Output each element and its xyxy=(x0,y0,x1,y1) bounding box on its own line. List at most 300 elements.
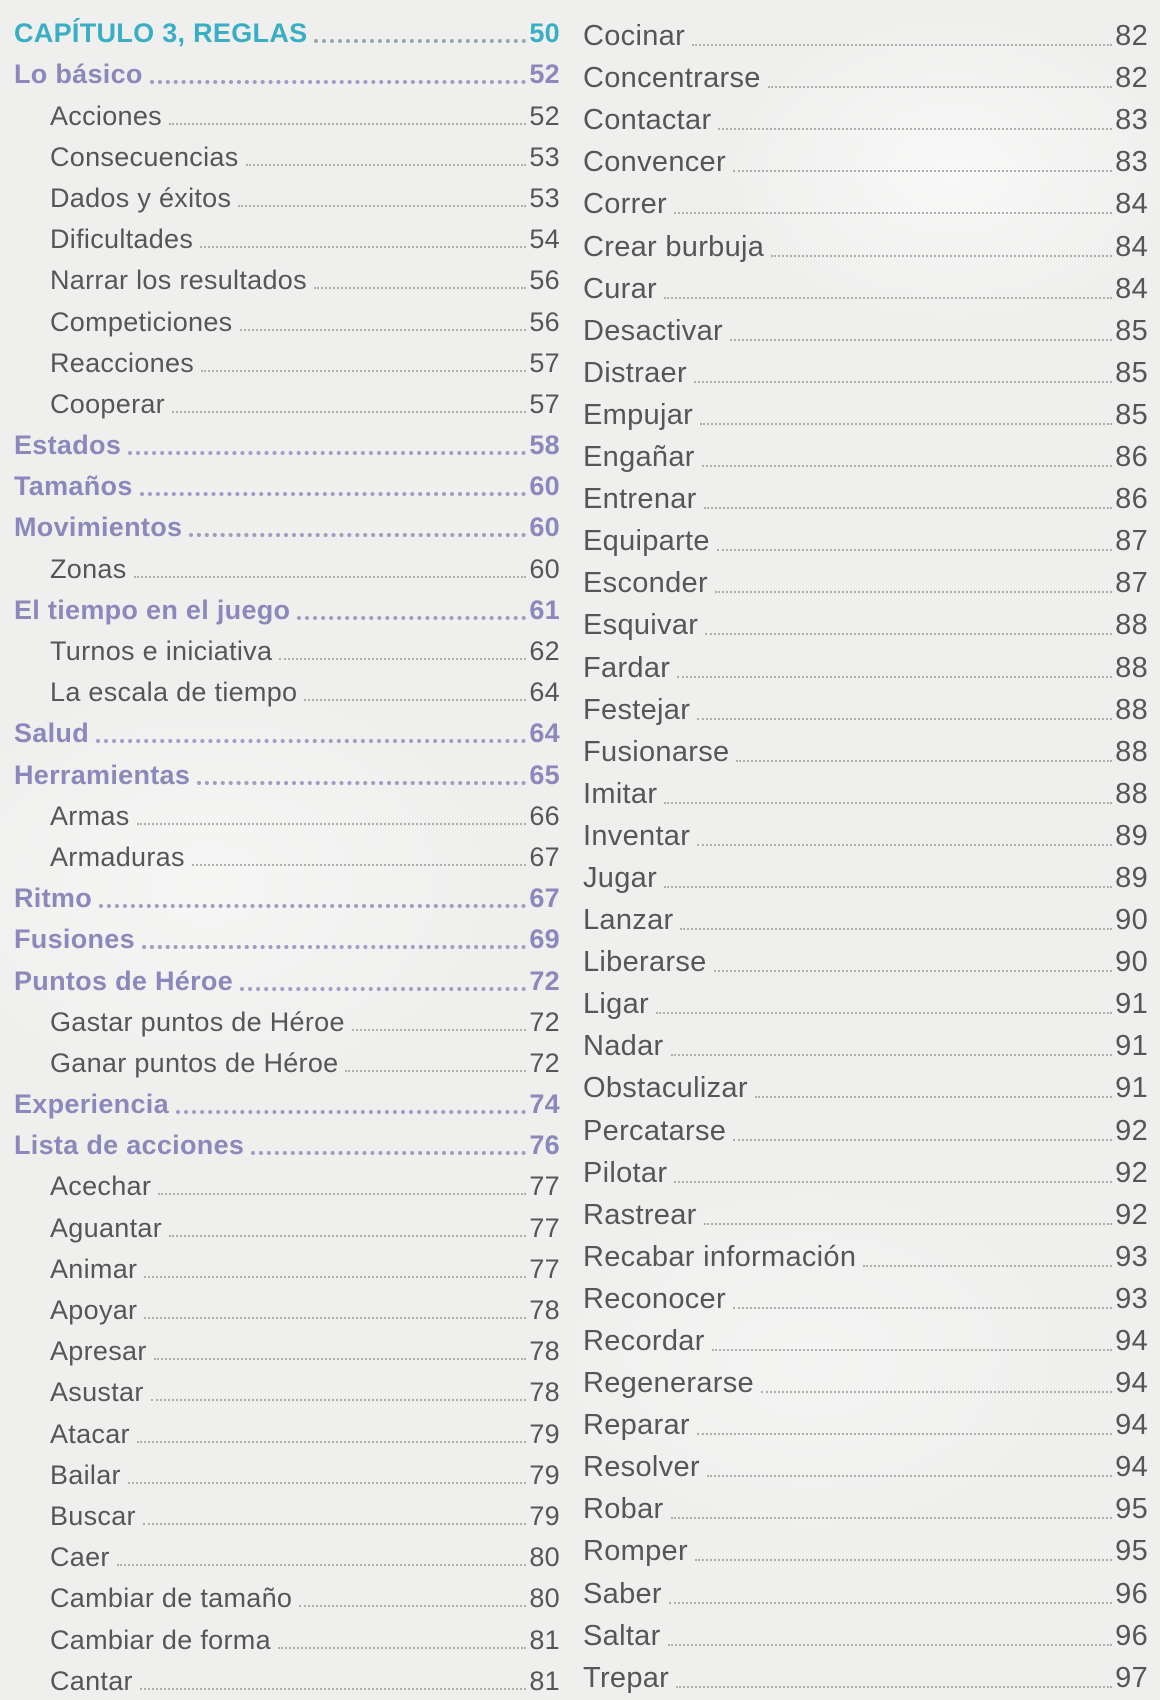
toc-entry xyxy=(14,12,560,53)
toc-entry-label: Cantar xyxy=(50,1665,133,1696)
toc-entry-page: 56 xyxy=(529,306,560,337)
toc-entry-page: 93 xyxy=(1115,1282,1148,1315)
toc-entry xyxy=(14,1371,560,1412)
toc-entry-label: Rastrear xyxy=(583,1198,697,1231)
toc-entry-label: Esconder xyxy=(583,567,708,600)
toc-entry-label: Atacar xyxy=(50,1418,130,1449)
toc-entry-page: 72 xyxy=(529,965,560,996)
toc-entry-label: Zonas xyxy=(50,553,127,584)
toc-entry xyxy=(14,1660,560,1700)
dot-leader xyxy=(314,39,526,43)
toc-entry-page: 77 xyxy=(529,1253,560,1284)
dot-leader xyxy=(279,658,526,660)
dot-leader xyxy=(299,1605,526,1607)
toc-entry-label: Puntos de Héroe xyxy=(14,965,234,996)
toc-entry-label: Asustar xyxy=(50,1377,144,1408)
toc-entry-label: Percatarse xyxy=(583,1114,727,1147)
dot-leader xyxy=(246,164,527,166)
toc-entry-page: 86 xyxy=(1115,483,1148,516)
toc-entry-page: 57 xyxy=(529,347,560,378)
toc-entry-page: 84 xyxy=(1115,188,1148,221)
toc-entry-page: 96 xyxy=(1115,1619,1148,1652)
toc-entry xyxy=(583,1404,1148,1446)
toc-entry-page: 91 xyxy=(1115,1072,1148,1105)
dot-leader xyxy=(733,170,1112,172)
toc-entry-page: 72 xyxy=(529,1047,560,1078)
toc-entry xyxy=(583,1572,1148,1614)
dot-leader xyxy=(314,287,526,289)
dot-leader xyxy=(238,205,526,207)
toc-entry-page: 85 xyxy=(1115,314,1148,347)
toc-entry-page: 83 xyxy=(1115,146,1148,179)
dot-leader xyxy=(761,1391,1112,1393)
dot-leader xyxy=(128,451,526,455)
dot-leader xyxy=(768,86,1112,88)
toc-entry-page: 92 xyxy=(1115,1156,1148,1189)
dot-leader xyxy=(669,1602,1112,1604)
toc-entry xyxy=(14,918,560,959)
toc-entry xyxy=(583,1362,1148,1404)
toc-entry-page: 67 xyxy=(529,841,560,872)
toc-entry xyxy=(583,815,1148,857)
toc-entry-page: 67 xyxy=(529,883,560,914)
toc-entry xyxy=(14,1618,560,1659)
toc-entry xyxy=(14,959,560,1000)
toc-entry xyxy=(583,352,1148,394)
toc-entry-page: 69 xyxy=(529,924,560,955)
toc-entry xyxy=(583,310,1148,352)
toc-entry-label: Equiparte xyxy=(583,525,710,558)
dot-leader xyxy=(144,1317,526,1319)
toc-entry xyxy=(583,1025,1148,1067)
dot-leader xyxy=(172,411,526,413)
dot-leader xyxy=(142,945,526,949)
toc-entry-label: Obstaculizar xyxy=(583,1072,748,1105)
toc-entry-page: 58 xyxy=(529,430,560,461)
toc-entry xyxy=(14,1248,560,1289)
toc-entry-label: Estados xyxy=(14,430,122,461)
toc-entry-label: Cambiar de forma xyxy=(50,1624,271,1655)
toc-entry xyxy=(14,424,560,465)
toc-entry-page: 90 xyxy=(1115,904,1148,937)
toc-entry-page: 61 xyxy=(529,594,560,625)
toc-entry-label: Ligar xyxy=(583,988,649,1021)
toc-entry xyxy=(583,1488,1148,1530)
toc-entry xyxy=(583,15,1148,57)
toc-entry-page: 95 xyxy=(1115,1493,1148,1526)
toc-entry-page: 92 xyxy=(1115,1114,1148,1147)
toc-entry xyxy=(14,753,560,794)
toc-entry-label: Crear burbuja xyxy=(583,230,765,263)
toc-entry-label: Recordar xyxy=(583,1325,705,1357)
toc-entry-label: Caer xyxy=(50,1542,110,1573)
toc-entry-label: Saber xyxy=(583,1577,662,1610)
toc-entry xyxy=(14,53,560,94)
toc-entry-page: 81 xyxy=(529,1624,560,1655)
toc-entry-page: 80 xyxy=(529,1542,560,1573)
dot-leader xyxy=(714,970,1113,972)
toc-entry-label: Cooperar xyxy=(50,388,165,419)
toc-entry xyxy=(583,225,1148,267)
dot-leader xyxy=(702,465,1112,467)
dot-leader xyxy=(704,507,1113,509)
toc-entry-page: 94 xyxy=(1115,1325,1148,1357)
toc-entry-page: 66 xyxy=(529,800,560,831)
toc-entry-page: 60 xyxy=(529,512,560,543)
toc-entry xyxy=(14,1495,560,1536)
toc-entry xyxy=(583,268,1148,310)
toc-entry-label: CAPÍTULO 3, REGLAS xyxy=(14,18,308,49)
toc-entry-label: Cambiar de tamaño xyxy=(50,1583,293,1614)
toc-entry xyxy=(14,547,560,588)
toc-entry xyxy=(14,1412,560,1453)
toc-entry-label: Fusiones xyxy=(14,924,135,955)
toc-entry-label: Consecuencias xyxy=(50,141,239,172)
dot-leader xyxy=(154,1358,527,1360)
toc-entry xyxy=(14,1206,560,1247)
toc-entry-page: 89 xyxy=(1115,819,1148,852)
toc-entry xyxy=(14,259,560,300)
toc-entry-label: Herramientas xyxy=(14,759,191,790)
dot-leader xyxy=(240,987,526,991)
dot-leader xyxy=(278,1647,526,1649)
toc-entry xyxy=(14,1454,560,1495)
toc-entry-page: 88 xyxy=(1115,735,1148,768)
toc-entry-page: 50 xyxy=(529,18,560,49)
toc-entry-label: Experiencia xyxy=(14,1089,169,1120)
toc-entry-label: Correr xyxy=(583,188,667,221)
toc-entry-page: 53 xyxy=(529,182,560,213)
dot-leader xyxy=(664,886,1112,888)
toc-entry xyxy=(583,1530,1148,1572)
toc-entry xyxy=(583,857,1148,899)
toc-column-right xyxy=(583,0,1148,1699)
dot-leader xyxy=(695,1559,1112,1561)
toc-entry-page: 89 xyxy=(1115,861,1148,894)
toc-entry xyxy=(583,141,1148,183)
dot-leader xyxy=(671,1517,1113,1519)
toc-entry-page: 88 xyxy=(1115,609,1148,642)
dot-leader xyxy=(697,718,1112,720)
toc-entry-label: Resolver xyxy=(583,1451,700,1484)
toc-entry-page: 83 xyxy=(1115,104,1148,137)
toc-entry xyxy=(14,1330,560,1371)
toc-entry xyxy=(14,218,560,259)
toc-entry xyxy=(14,136,560,177)
toc-entry-label: Dados y éxitos xyxy=(50,182,232,213)
dot-leader xyxy=(704,1223,1113,1225)
toc-entry-label: Salud xyxy=(14,718,90,749)
toc-entry-page: 94 xyxy=(1115,1451,1148,1484)
dot-leader xyxy=(134,576,527,578)
toc-entry-label: Apresar xyxy=(50,1336,147,1367)
toc-entry-label: Competiciones xyxy=(50,306,233,337)
toc-entry xyxy=(14,342,560,383)
dot-leader xyxy=(200,246,526,248)
toc-entry xyxy=(14,630,560,671)
toc-entry-page: 94 xyxy=(1115,1367,1148,1400)
toc-entry-page: 78 xyxy=(529,1377,560,1408)
dot-leader xyxy=(345,1070,526,1072)
toc-entry-page: 94 xyxy=(1115,1409,1148,1442)
toc-entry xyxy=(14,877,560,918)
dot-leader xyxy=(656,1012,1112,1014)
toc-entry-label: Fusionarse xyxy=(583,735,730,768)
dot-leader xyxy=(677,676,1112,678)
dot-leader xyxy=(137,823,527,825)
toc-entry-page: 53 xyxy=(529,141,560,172)
toc-entry-page: 77 xyxy=(529,1171,560,1202)
toc-entry xyxy=(583,57,1148,99)
toc-entry-page: 60 xyxy=(529,471,560,502)
dot-leader xyxy=(705,633,1112,635)
toc-entry-label: La escala de tiempo xyxy=(50,677,298,708)
toc-entry-page: 92 xyxy=(1115,1198,1148,1231)
toc-entry-page: 79 xyxy=(529,1459,560,1490)
dot-leader xyxy=(240,329,527,331)
dot-leader xyxy=(158,1193,526,1195)
dot-leader xyxy=(671,1054,1113,1056)
toc-entry-label: Aguantar xyxy=(50,1212,162,1243)
dot-leader xyxy=(664,297,1112,299)
toc-entry xyxy=(583,773,1148,815)
toc-entry xyxy=(14,94,560,135)
toc-entry-label: Inventar xyxy=(583,819,691,852)
toc-entry-label: Esquivar xyxy=(583,609,699,642)
dot-leader xyxy=(697,1433,1112,1435)
toc-entry-page: 85 xyxy=(1115,398,1148,431)
toc-entry-page: 57 xyxy=(529,388,560,419)
dot-leader xyxy=(144,1276,526,1278)
toc-entry xyxy=(583,1657,1148,1699)
toc-entry xyxy=(14,506,560,547)
toc-entry xyxy=(583,1278,1148,1320)
dot-leader xyxy=(694,381,1112,383)
dot-leader xyxy=(128,1482,527,1484)
toc-entry-label: Concentrarse xyxy=(583,62,761,95)
toc-entry-label: Liberarse xyxy=(583,946,707,979)
toc-entry xyxy=(14,1083,560,1124)
toc-entry-page: 52 xyxy=(529,100,560,131)
toc-entry xyxy=(14,300,560,341)
toc-entry-label: Gastar puntos de Héroe xyxy=(50,1006,345,1037)
toc-entry-page: 76 xyxy=(529,1130,560,1161)
toc-entry xyxy=(14,1165,560,1206)
toc-entry-label: Trepar xyxy=(583,1661,670,1694)
dot-leader xyxy=(176,1110,526,1114)
toc-entry-label: Lista de acciones xyxy=(14,1130,245,1161)
toc-entry-label: Desactivar xyxy=(583,314,723,347)
toc-entry xyxy=(14,177,560,218)
dot-leader xyxy=(304,699,526,701)
toc-entry-page: 91 xyxy=(1115,988,1148,1021)
dot-leader xyxy=(664,802,1112,804)
dot-leader xyxy=(297,616,526,620)
toc-entry-label: Armas xyxy=(50,800,130,831)
toc-entry-label: Saltar xyxy=(583,1619,661,1652)
dot-leader xyxy=(755,1096,1112,1098)
toc-entry-label: Bailar xyxy=(50,1459,121,1490)
dot-leader xyxy=(137,1441,527,1443)
toc-entry-label: Curar xyxy=(583,272,658,305)
dot-leader xyxy=(251,1151,526,1155)
toc-entry-label: Ritmo xyxy=(14,883,92,914)
toc-entry-label: Narrar los resultados xyxy=(50,265,307,296)
toc-entry xyxy=(583,562,1148,604)
toc-entry-label: Acechar xyxy=(50,1171,152,1202)
toc-entry-label: Animar xyxy=(50,1253,138,1284)
toc-entry-label: Reconocer xyxy=(583,1282,726,1315)
toc-entry-page: 93 xyxy=(1115,1240,1148,1273)
toc-entry xyxy=(583,941,1148,983)
toc-entry xyxy=(583,1446,1148,1488)
dot-leader xyxy=(96,739,526,743)
dot-leader xyxy=(117,1564,527,1566)
dot-leader xyxy=(197,781,526,785)
toc-entry-page: 84 xyxy=(1115,272,1148,305)
toc-entry xyxy=(14,1042,560,1083)
toc-entry xyxy=(583,899,1148,941)
dot-leader xyxy=(707,1475,1112,1477)
dot-leader xyxy=(730,339,1112,341)
toc-entry-label: Engañar xyxy=(583,441,695,474)
toc-entry-label: Tamaños xyxy=(14,471,133,502)
toc-entry xyxy=(14,671,560,712)
toc-entry-label: Recabar información xyxy=(583,1240,857,1273)
toc-entry-page: 77 xyxy=(529,1212,560,1243)
dot-leader xyxy=(736,760,1112,762)
toc-entry-label: Entrenar xyxy=(583,483,697,516)
dot-leader xyxy=(676,1686,1112,1688)
toc-entry-page: 88 xyxy=(1115,777,1148,810)
toc-entry xyxy=(14,383,560,424)
dot-leader xyxy=(863,1265,1112,1267)
dot-leader xyxy=(715,591,1112,593)
toc-entry-label: El tiempo en el juego xyxy=(14,594,291,625)
toc-entry-label: Distraer xyxy=(583,356,687,389)
toc-entry-label: Lanzar xyxy=(583,904,674,937)
dot-leader xyxy=(680,928,1112,930)
toc-entry xyxy=(583,983,1148,1025)
toc-entry-page: 65 xyxy=(529,759,560,790)
toc-entry xyxy=(583,1109,1148,1151)
dot-leader xyxy=(99,904,526,908)
toc-entry-label: Imitar xyxy=(583,777,658,810)
toc-entry-page: 82 xyxy=(1115,62,1148,95)
toc-entry-label: Dificultades xyxy=(50,224,194,255)
toc-entry-page: 88 xyxy=(1115,693,1148,726)
toc-entry xyxy=(14,836,560,877)
toc-entry-label: Apoyar xyxy=(50,1295,138,1325)
toc-entry-page: 60 xyxy=(529,553,560,584)
toc-entry xyxy=(583,520,1148,562)
toc-entry-label: Buscar xyxy=(50,1500,136,1531)
dot-leader xyxy=(189,533,526,537)
toc-entry-page: 74 xyxy=(529,1089,560,1120)
dot-leader xyxy=(169,123,526,125)
toc-entry xyxy=(14,795,560,836)
toc-entry-page: 87 xyxy=(1115,525,1148,558)
dot-leader xyxy=(352,1029,527,1031)
dot-leader xyxy=(700,423,1112,425)
toc-entry xyxy=(14,465,560,506)
toc-entry-page: 78 xyxy=(529,1295,560,1325)
toc-entry-label: Reparar xyxy=(583,1409,690,1442)
toc-entry-page: 84 xyxy=(1115,230,1148,263)
toc-entry-label: Movimientos xyxy=(14,512,183,543)
dot-leader xyxy=(143,1523,527,1525)
toc-column-left xyxy=(14,0,560,1700)
toc-entry xyxy=(14,1536,560,1577)
toc-entry-label: Romper xyxy=(583,1535,688,1568)
toc-entry-page: 79 xyxy=(529,1418,560,1449)
toc-entry xyxy=(583,478,1148,520)
toc-entry-label: Armaduras xyxy=(50,841,185,872)
toc-entry-label: Convencer xyxy=(583,146,726,179)
dot-leader xyxy=(674,1181,1112,1183)
toc-entry-page: 97 xyxy=(1115,1661,1148,1694)
toc-entry-page: 87 xyxy=(1115,567,1148,600)
dot-leader xyxy=(668,1644,1113,1646)
toc-entry xyxy=(583,99,1148,141)
dot-leader xyxy=(692,44,1112,46)
toc-entry-page: 64 xyxy=(529,718,560,749)
dot-leader xyxy=(717,549,1112,551)
toc-entry-label: Empujar xyxy=(583,398,694,431)
toc-entry-label: Cocinar xyxy=(583,20,686,53)
toc-entry-label: Robar xyxy=(583,1493,664,1526)
toc-entry-label: Reacciones xyxy=(50,347,195,378)
dot-leader xyxy=(733,1139,1112,1141)
dot-leader xyxy=(697,844,1112,846)
toc-entry xyxy=(583,731,1148,773)
toc-entry-label: Jugar xyxy=(583,861,658,894)
toc-entry-page: 52 xyxy=(529,59,560,90)
dot-leader xyxy=(712,1349,1112,1351)
dot-leader xyxy=(733,1307,1112,1309)
toc-entry-page: 96 xyxy=(1115,1577,1148,1610)
toc-entry-page: 95 xyxy=(1115,1535,1148,1568)
toc-entry-page: 72 xyxy=(529,1006,560,1037)
toc-entry-page: 56 xyxy=(529,265,560,296)
toc-entry xyxy=(14,1577,560,1618)
toc-entry-page: 90 xyxy=(1115,946,1148,979)
toc-entry xyxy=(583,1236,1148,1278)
toc-entry-page: 85 xyxy=(1115,356,1148,389)
toc-entry-label: Ganar puntos de Héroe xyxy=(50,1047,339,1078)
toc-entry-page: 88 xyxy=(1115,651,1148,684)
dot-leader xyxy=(169,1235,526,1237)
dot-leader xyxy=(192,864,527,866)
toc-entry-page: 78 xyxy=(529,1336,560,1367)
toc-entry-page: 81 xyxy=(529,1665,560,1696)
dot-leader xyxy=(150,80,527,84)
toc-entry xyxy=(583,394,1148,436)
dot-leader xyxy=(140,1688,527,1690)
dot-leader xyxy=(674,212,1112,214)
toc-entry-label: Regenerarse xyxy=(583,1367,754,1400)
toc-entry-label: Lo básico xyxy=(14,59,143,90)
toc-entry-label: Festejar xyxy=(583,693,691,726)
toc-entry-page: 54 xyxy=(529,224,560,255)
toc-entry-label: Fardar xyxy=(583,651,671,684)
dot-leader xyxy=(140,492,527,496)
dot-leader xyxy=(718,128,1112,130)
dot-leader xyxy=(151,1399,527,1401)
toc-entry-page: 80 xyxy=(529,1583,560,1614)
toc-entry xyxy=(583,1067,1148,1109)
toc-entry xyxy=(583,183,1148,225)
